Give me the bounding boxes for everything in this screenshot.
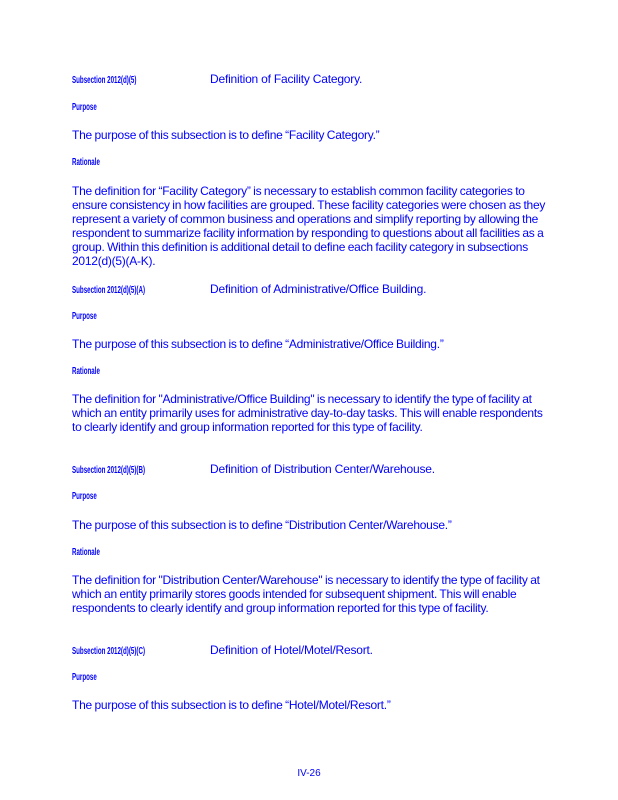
section-heading: [72, 282, 592, 296]
purpose-label: Purpose: [72, 102, 97, 113]
purpose-label: Purpose: [72, 311, 97, 322]
rationale-text: The definition for "Administrative/Office Building" is necessary to identify the type of facility at which an entity primarily uses for administrative day-to-day tasks. This will enable respondents to clearly identify and group information reported for this type of facility.: [72, 392, 543, 434]
purpose-text: The purpose of this subsection is to define “Distribution Center/Warehouse.”: [72, 518, 452, 532]
rationale-label: Rationale: [72, 547, 100, 558]
section-title: Definition of Hotel/Motel/Resort.: [210, 643, 373, 657]
section-heading: [72, 462, 592, 476]
purpose-text: The purpose of this subsection is to define “Facility Category.”: [72, 128, 380, 142]
section-title: Definition of Distribution Center/Warehouse.: [210, 462, 435, 476]
purpose-text: The purpose of this subsection is to define “Administrative/Office Building.”: [72, 337, 444, 351]
section-reference: Subsection 2012(d)(5)(B): [72, 465, 146, 476]
section-heading: [72, 643, 592, 657]
section-title: Definition of Administrative/Office Building.: [210, 282, 427, 296]
section-reference: Subsection 2012(d)(5)(A): [72, 285, 146, 296]
section-heading: [72, 72, 592, 86]
purpose-text: The purpose of this subsection is to define “Hotel/Motel/Resort.”: [72, 698, 391, 712]
section-reference: Subsection 2012(d)(5): [72, 75, 137, 86]
rationale-text: The definition for "Distribution Center/Warehouse" is necessary to identify the type of facility at which an entity primarily stores goods intended for subsequent shipment. This will enable respondents to clearly identify and group information reported for this type of facility.: [72, 573, 540, 615]
purpose-label: Purpose: [72, 672, 97, 683]
page-number: IV-26: [297, 768, 321, 779]
rationale-label: Rationale: [72, 366, 100, 377]
rationale-text: The definition for “Facility Category” is necessary to establish common facility categories to ensure consistency in how facilities are grouped. These facility categories were chosen as they represent a variety of common business and operations and simplify reporting by allowing the respondent to summarize facility information by responding to questions about all facilities as a group. Within this definition is additional detail to define each facility category in subsections 2012(d)(5)(A-K).: [72, 184, 546, 268]
section-title: Definition of Facility Category.: [210, 72, 363, 86]
purpose-label: Purpose: [72, 491, 97, 502]
section-reference: Subsection 2012(d)(5)(C): [72, 646, 146, 657]
rationale-label: Rationale: [72, 157, 100, 168]
